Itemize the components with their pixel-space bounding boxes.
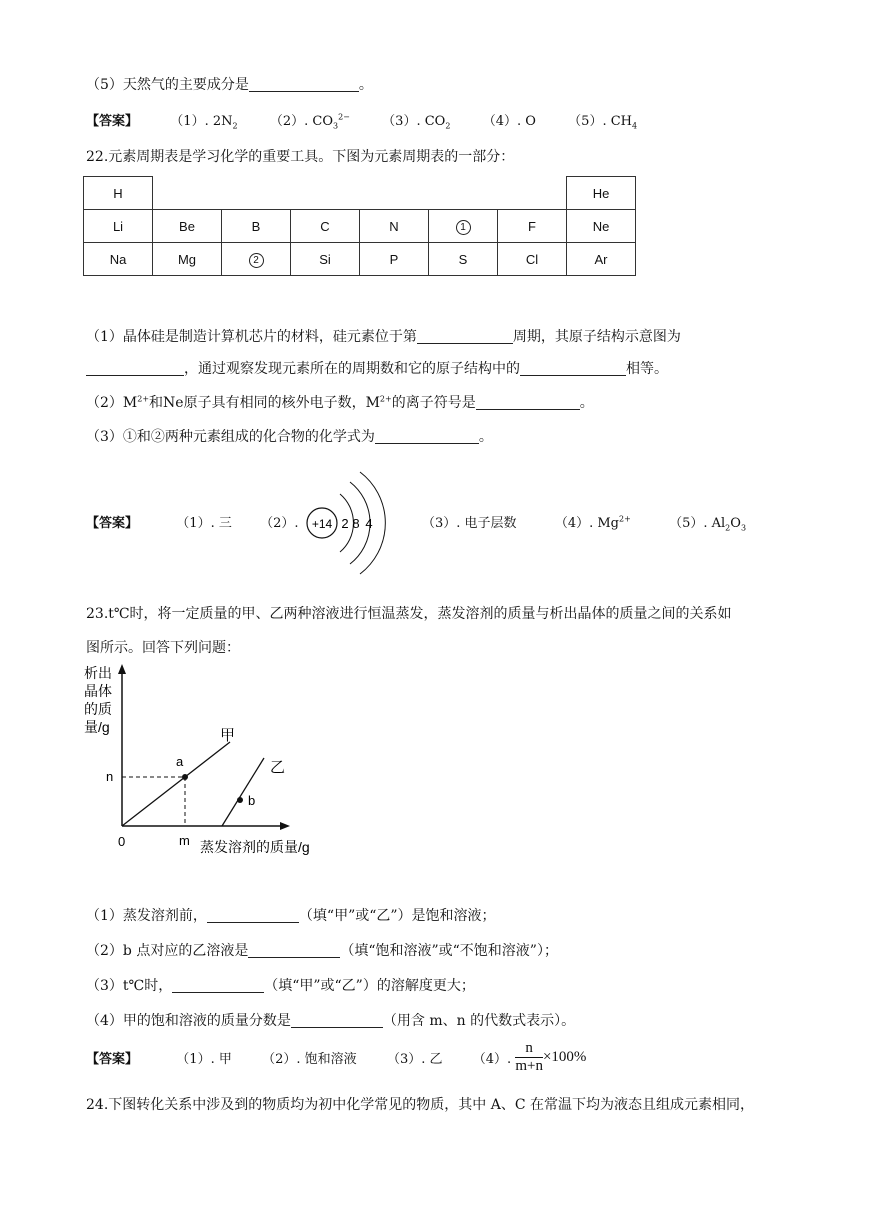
crystal-mass-graph	[80, 662, 340, 860]
answer-1: （1）. 甲	[176, 1052, 232, 1067]
line-yi-label: 乙	[270, 759, 286, 776]
answer-3: （3）. 电子层数	[422, 516, 517, 531]
element-cell: Si	[291, 243, 360, 276]
answer-blank[interactable]	[249, 77, 359, 92]
element-cell: Be	[153, 210, 222, 243]
fraction-tail: ×100%	[542, 1049, 587, 1065]
answer-5: （5）. $CH_4$	[568, 114, 638, 131]
element-cell: F	[498, 210, 567, 243]
element-cell: S	[429, 243, 498, 276]
x-axis-label: 蒸发溶剂的质量/g	[200, 839, 310, 855]
q22-answer	[86, 512, 299, 531]
element-cell: Na	[84, 243, 153, 276]
q23-stem-2: 图所示。回答下列问题：	[86, 640, 240, 656]
element-cell: N	[360, 210, 429, 243]
y-tick-n: n	[106, 769, 114, 784]
point-a-label: a	[176, 754, 184, 769]
answer-label: 【答案】	[86, 516, 139, 531]
fraction-denominator: m+n	[515, 1058, 543, 1074]
point-b	[237, 797, 243, 803]
element-cell: He	[567, 177, 636, 210]
x-axis-arrow	[280, 822, 290, 830]
q23-part4: （4）甲的饱和溶液的质量分数是 （用含 m、n 的代数式表示）。	[86, 1013, 576, 1029]
electron-shell-3	[360, 472, 385, 574]
nucleus-charge: +14	[311, 517, 333, 531]
q23-part2: （2）b 点对应的乙溶液是 （填“饱和溶液”或“不饱和溶液”）；	[86, 943, 558, 959]
answer-blank[interactable]	[248, 943, 340, 958]
element-cell: Li	[84, 210, 153, 243]
answer-2: （2）. 饱和溶液	[262, 1052, 357, 1067]
point-b-label: b	[248, 793, 256, 808]
answer-label: 【答案】	[86, 1052, 139, 1067]
origin-label: 0	[118, 834, 126, 849]
mass-fraction-formula	[515, 1040, 543, 1075]
answer-3: （3）. 乙	[386, 1052, 443, 1067]
q22-part3: （3）①和②两种元素组成的化合物的化学式为 。	[86, 429, 493, 445]
answer-5: （5）. $Al_2O_3$	[669, 516, 747, 533]
answer-blank[interactable]	[375, 429, 479, 444]
answer-3: （3）. $CO_2$	[382, 114, 451, 131]
element-cell: Ne	[567, 210, 636, 243]
element-cell: Mg	[153, 243, 222, 276]
q22-stem: 22.元素周期表是学习化学的重要工具。下图为元素周期表的一部分：	[86, 149, 515, 165]
silicon-atom-structure-diagram	[300, 466, 386, 582]
answer-label: 【答案】	[86, 114, 139, 129]
q23-part1: （1）蒸发溶剂前， （填“甲”或“乙”）是饱和溶液；	[86, 908, 496, 924]
y-axis-label-line1: 析出	[84, 665, 112, 681]
shell-electrons-3: 4	[365, 516, 373, 531]
shell-electrons-1: 2	[341, 516, 349, 531]
answer-blank[interactable]	[172, 978, 264, 993]
q22-answer-rest	[422, 512, 746, 533]
element-cell: B	[222, 210, 291, 243]
answer-4: （4）.	[472, 1052, 512, 1067]
answer-4: （4）. $Mg^{2+}$	[554, 514, 631, 531]
answer-1: （1）. $2N_2$	[170, 114, 238, 131]
answer-blank[interactable]	[520, 361, 626, 376]
line-jia-label: 甲	[220, 727, 236, 744]
element-cell: C	[291, 210, 360, 243]
y-axis-label-line4: 量/g	[84, 719, 110, 735]
x-tick-m: m	[179, 833, 190, 848]
answer-1: （1）. 三	[176, 516, 232, 531]
answer-blank[interactable]	[291, 1013, 383, 1028]
q21-part5: （5）天然气的主要成分是 。	[86, 77, 373, 93]
q22-part2: $(2)M^{2+}$和Ne原子具有相同的核外电子数，$M^{2+}$的离子符号是 。	[86, 394, 594, 411]
q21-answer	[86, 110, 637, 131]
element-cell	[222, 243, 291, 276]
element-cell: H	[84, 177, 153, 210]
answer-2: （2）. $CO_3^{2-}$	[269, 112, 350, 131]
periodic-table	[83, 176, 636, 276]
element-cell	[429, 210, 498, 243]
y-axis-arrow	[118, 664, 126, 674]
answer-2: （2）.	[260, 516, 299, 531]
shell-electrons-2: 8	[352, 516, 360, 531]
q23-part3: （3）t℃时， （填“甲”或“乙”）的溶解度更大；	[86, 978, 475, 994]
q23-stem-1: 23.t℃时，将一定质量的甲、乙两种溶液进行恒温蒸发，蒸发溶剂的质量与析出晶体的质量之间的关系如	[86, 606, 732, 622]
answer-blank[interactable]	[476, 395, 580, 410]
answer-blank[interactable]	[207, 908, 299, 923]
element-cell: Cl	[498, 243, 567, 276]
q24-stem: 24.下图转化关系中涉及到的物质均为初中化学常见的物质，其中 A、C 在常温下均为液态且组成元素相同，	[86, 1097, 754, 1113]
answer-4: （4）. O	[482, 114, 536, 129]
y-axis-label-line2: 晶体	[84, 683, 112, 699]
circled-2: 2	[249, 253, 264, 268]
circled-1: 1	[456, 220, 471, 235]
y-axis-label-line3: 的质	[84, 701, 112, 717]
q23-answer	[86, 1040, 586, 1075]
element-cell: Ar	[567, 243, 636, 276]
line-yi	[222, 758, 264, 826]
answer-blank[interactable]	[86, 361, 184, 376]
q22-part1: （1）晶体硅是制造计算机芯片的材料，硅元素位于第 周期，其原子结构示意图为	[86, 329, 681, 345]
point-a	[182, 774, 188, 780]
q22-part1-cont: ，通过观察发现元素所在的周期数和它的原子结构中的 相等。	[86, 358, 668, 378]
element-cell: P	[360, 243, 429, 276]
answer-blank[interactable]	[417, 329, 513, 344]
fraction-numerator: n	[515, 1040, 543, 1058]
